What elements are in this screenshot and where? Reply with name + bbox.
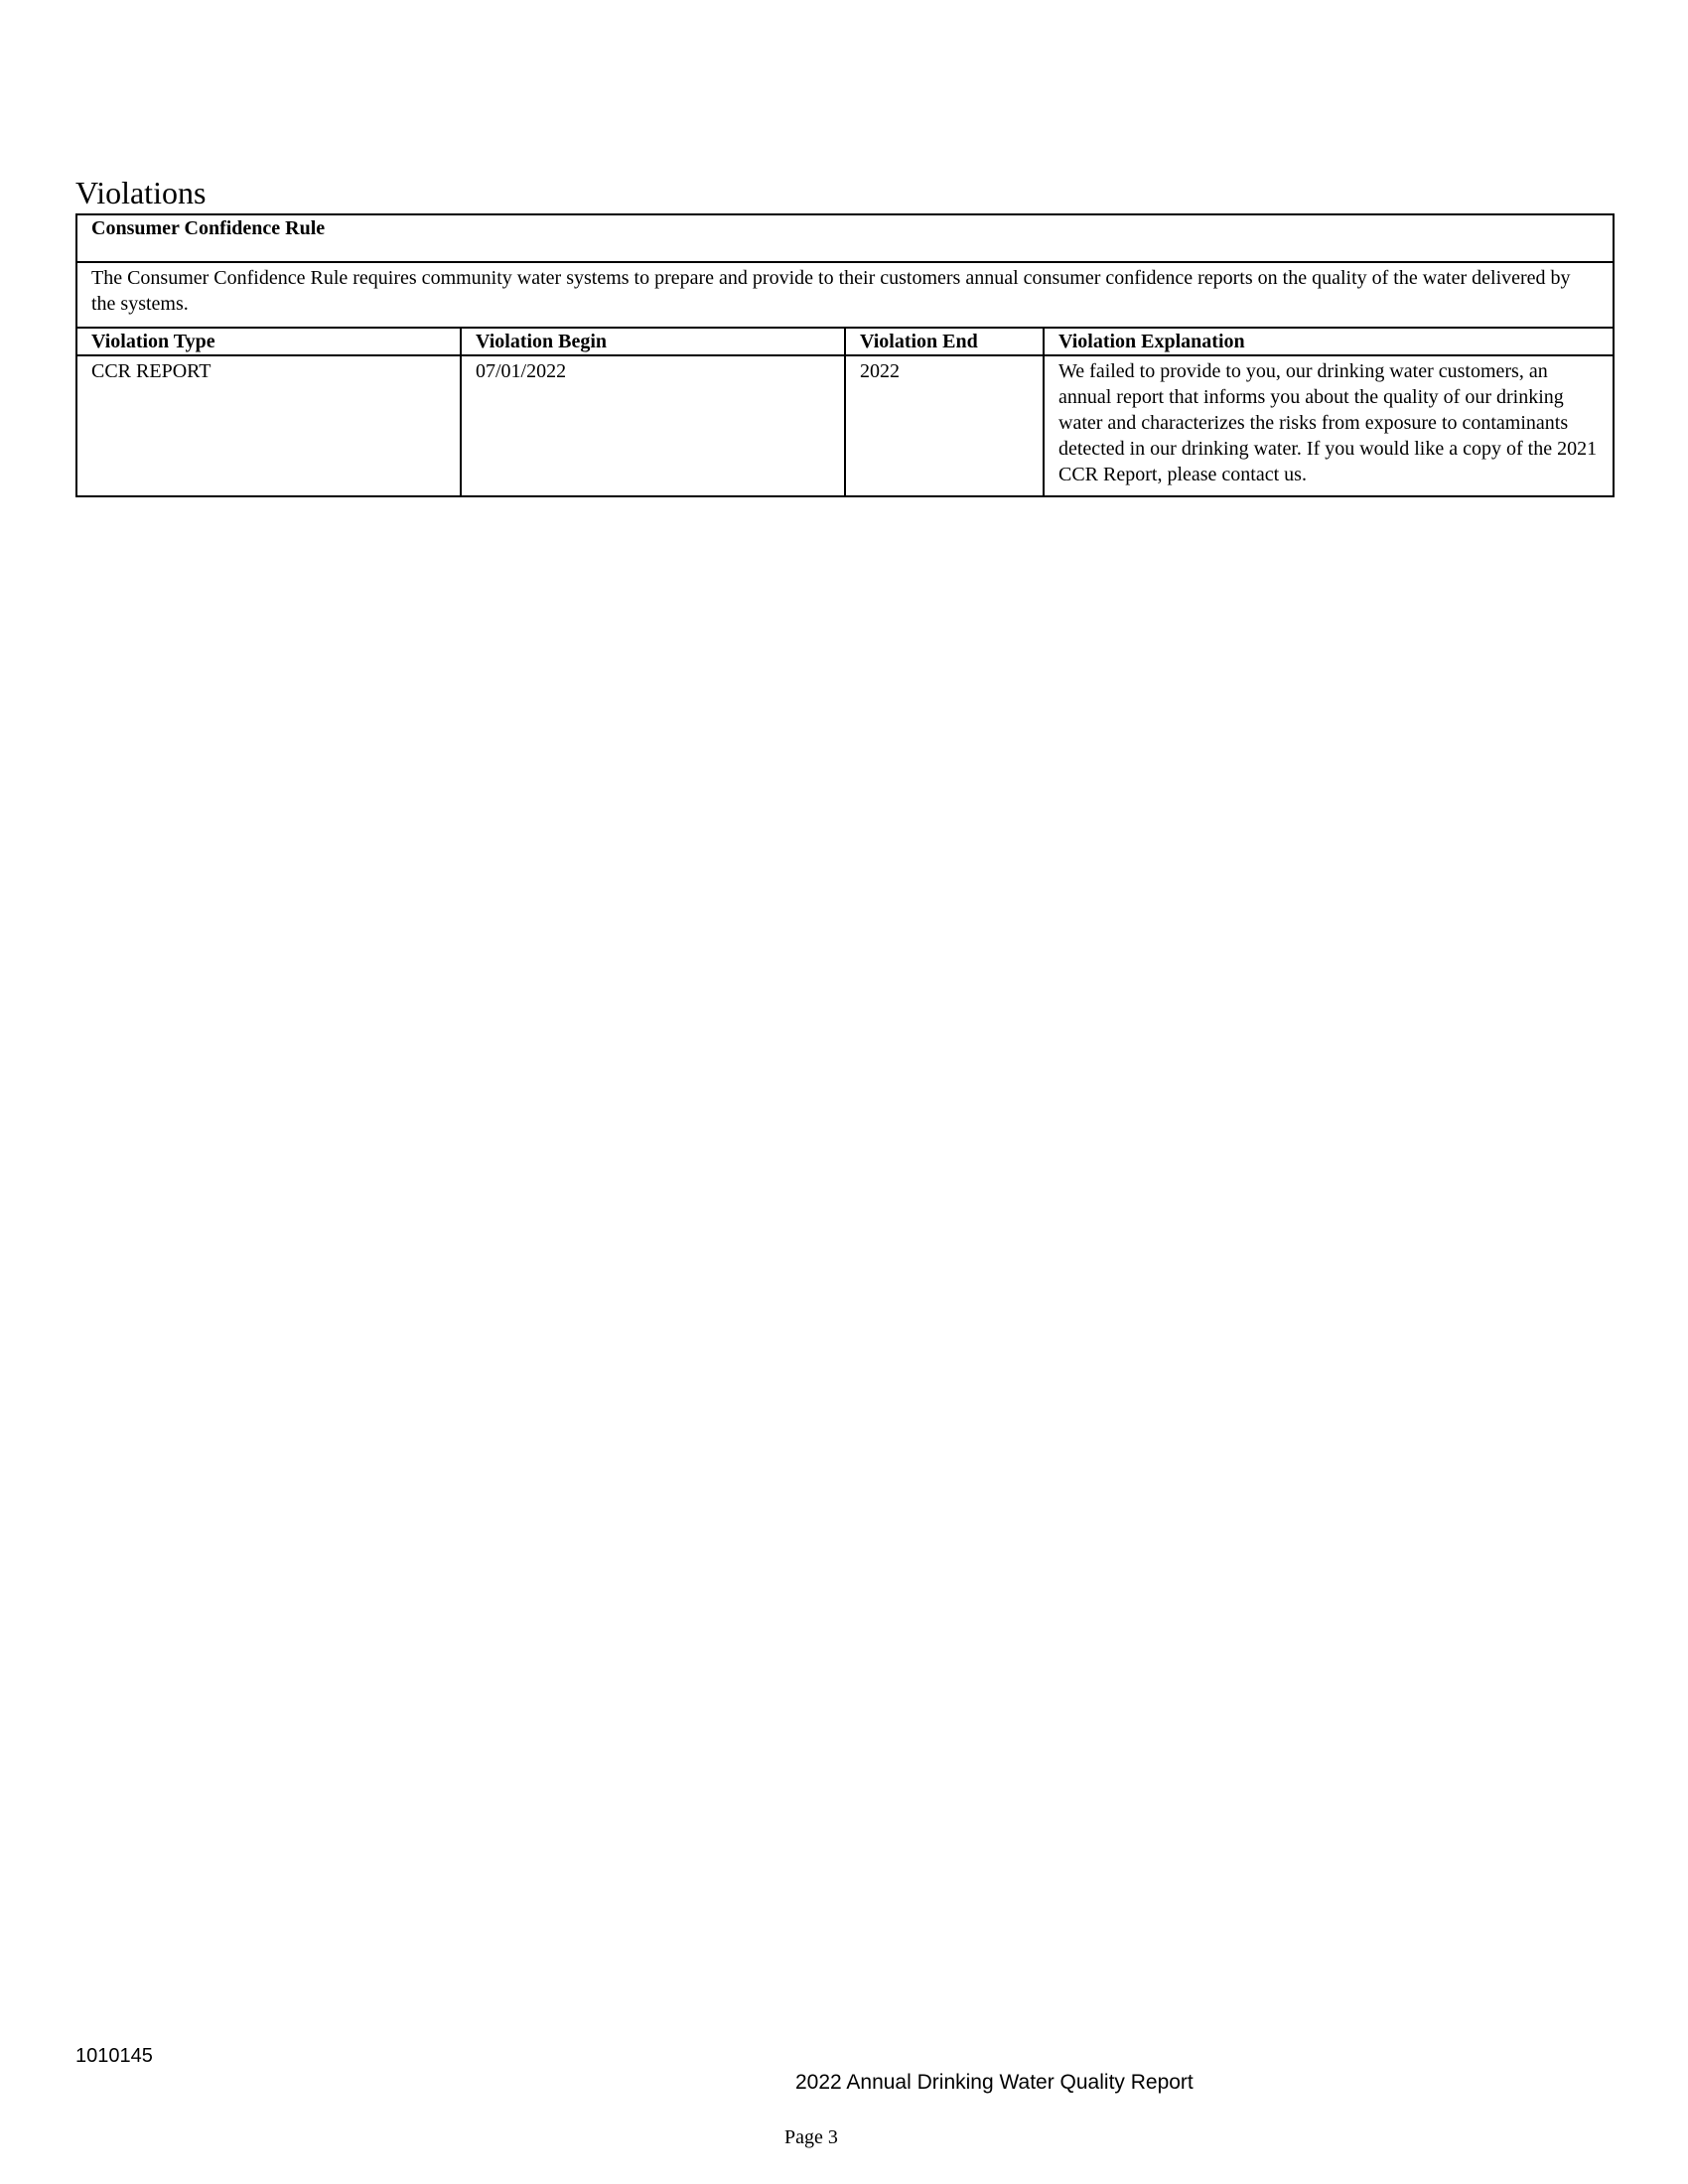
header-violation-explanation: Violation Explanation	[1044, 328, 1614, 355]
rule-name: Consumer Confidence Rule	[76, 214, 1614, 262]
violation-begin-cell: 07/01/2022	[461, 355, 845, 496]
page-number: Page 3	[784, 2126, 838, 2148]
report-title: 2022 Annual Drinking Water Quality Report	[795, 2071, 1194, 2094]
violation-end-cell: 2022	[845, 355, 1044, 496]
section-title: Violations	[75, 175, 207, 210]
rule-description-row	[76, 262, 1614, 328]
rule-name-row	[76, 214, 1614, 262]
violation-explanation-cell: We failed to provide to you, our drinking water customers, an annual report that informs you about the quality of our drinking water and characterizes the risks from exposure to contaminants detected in our drinking water. If you would like a copy of the 2021 CCR Report, please contact us.	[1044, 355, 1614, 496]
violations-table	[75, 213, 1615, 497]
violation-type-cell: CCR REPORT	[76, 355, 461, 496]
rule-description: The Consumer Confidence Rule requires community water systems to prepare and provide to their customers annual consumer confidence reports on the quality of the water delivered by the systems.	[76, 262, 1614, 328]
table-header-row	[76, 328, 1614, 355]
system-id: 1010145	[75, 2045, 153, 2067]
header-violation-type: Violation Type	[76, 328, 461, 355]
header-violation-end: Violation End	[845, 328, 1044, 355]
header-violation-begin: Violation Begin	[461, 328, 845, 355]
table-row	[76, 355, 1614, 496]
